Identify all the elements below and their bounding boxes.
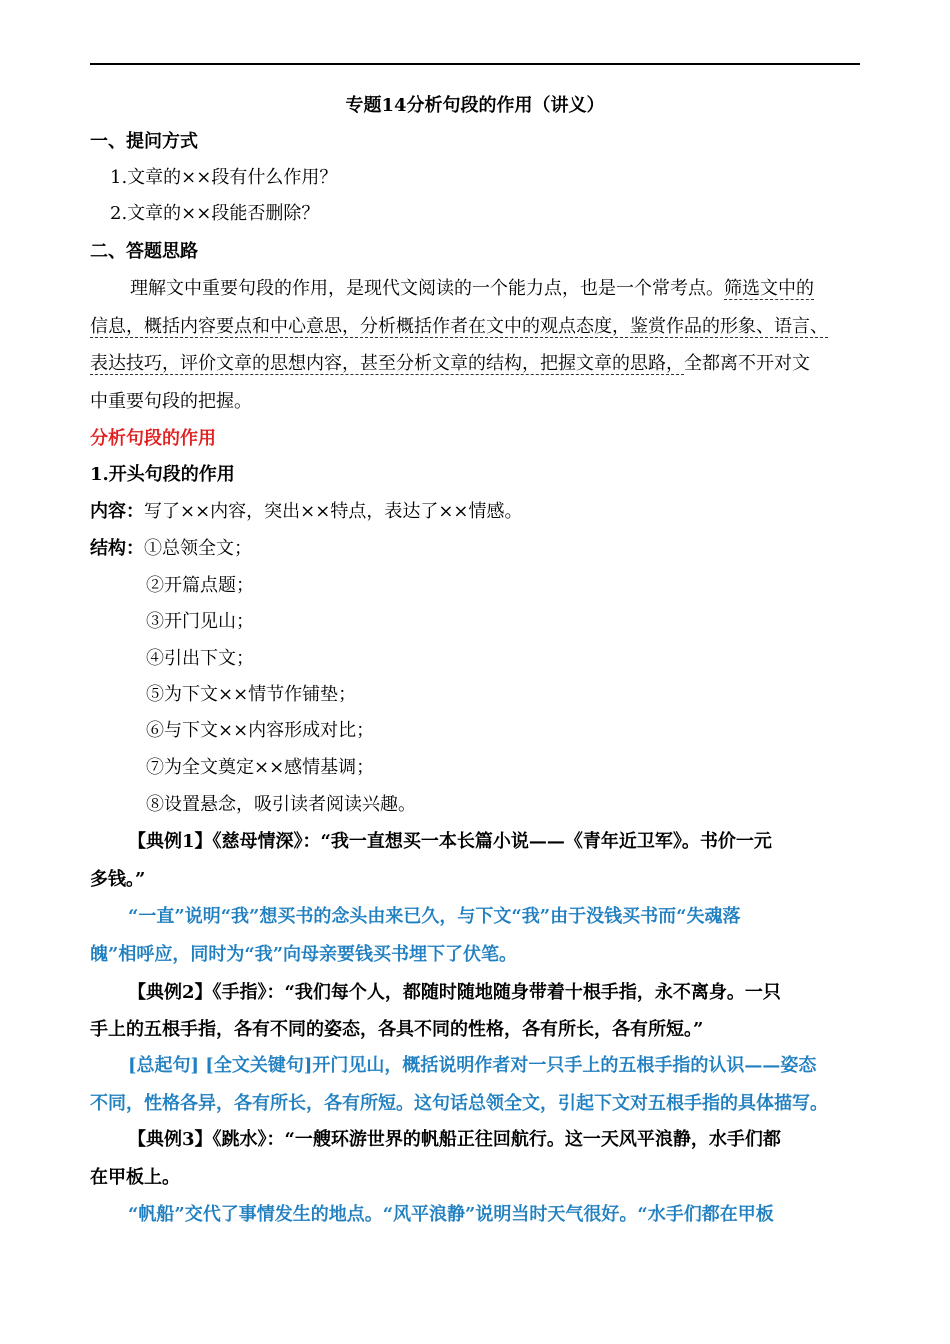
- structure-item: ③开门见山；: [146, 611, 254, 632]
- example-line: 在甲板上。: [90, 1167, 180, 1188]
- section2-heading: 二、答题思路: [90, 241, 198, 262]
- page-title: 专题14分析句段的作用（讲义）: [345, 95, 605, 116]
- section1-heading: 一、提问方式: [90, 131, 198, 152]
- underlined-text: 信息，概括内容要点和中心意思，分析概括作者在文中的观点态度，鉴赏作品的形象、语言、: [90, 316, 828, 337]
- structure-item: ①总领全文；: [144, 538, 252, 559]
- example-answer: “帆船”交代了事情发生的地点。“风平浪静”说明当时天气很好。“水手们都在甲板: [128, 1204, 774, 1225]
- example-line: 【典例2】《手指》：“我们每个人，都随时随地随身带着十根手指，永不离身。一只: [128, 982, 781, 1003]
- underlined-text: 表达技巧，评价文章的思想内容，甚至分析文章的结构，把握文章的思路，: [90, 353, 684, 374]
- structure-label: 结构：: [90, 538, 144, 559]
- structure-row: [90, 535, 252, 563]
- example-answer: [总起句] [全文关键句]开门见山，概括说明作者对一只手上的五根手指的认识——姿态: [128, 1055, 817, 1076]
- paragraph-line: [90, 350, 810, 378]
- content-row: [90, 498, 523, 526]
- paragraph-text: 全都离不开对文: [684, 353, 810, 374]
- example-line: 多钱。”: [90, 869, 146, 890]
- paragraph-text: 理解文中重要句段的作用，是现代文阅读的一个能力点，也是一个常考点。: [130, 278, 724, 299]
- paragraph-line: [90, 313, 828, 341]
- analysis-heading: 分析句段的作用: [90, 428, 216, 449]
- example-answer: 魄”相呼应，同时为“我”向母亲要钱买书埋下了伏笔。: [90, 944, 518, 965]
- paragraph-line: [130, 275, 814, 303]
- analysis-subheading: 1.开头句段的作用: [90, 464, 235, 485]
- structure-item: ⑦为全文奠定××感情基调；: [146, 757, 375, 778]
- example-line: 手上的五根手指，各有不同的姿态，各具不同的性格，各有所长，各有所短。”: [90, 1019, 704, 1040]
- example-answer: “一直”说明“我”想买书的念头由来已久，与下文“我”由于没钱买书而“失魂落: [128, 906, 741, 927]
- content-text: 写了××内容，突出××特点，表达了××情感。: [144, 501, 523, 522]
- header-rule: [90, 63, 860, 65]
- structure-item: ⑧设置悬念，吸引读者阅读兴趣。: [146, 794, 416, 815]
- example-line: 【典例3】《跳水》：“一艘环游世界的帆船正往回航行。这一天风平浪静，水手们都: [128, 1129, 781, 1150]
- example-line: 【典例1】《慈母情深》：“我一直想买一本长篇小说——《青年近卫军》。书价一元: [128, 831, 772, 852]
- structure-item: ⑥与下文××内容形成对比；: [146, 720, 375, 741]
- underlined-text: 筛选文中的: [724, 278, 814, 299]
- question-item: 2.文章的××段能否删除？: [110, 203, 320, 224]
- structure-item: ④引出下文；: [146, 648, 254, 669]
- question-item: 1.文章的××段有什么作用？: [110, 167, 338, 188]
- structure-item: ⑤为下文××情节作铺垫；: [146, 684, 357, 705]
- example-answer: 不同，性格各异，各有所长，各有所短。这句话总领全文，引起下文对五根手指的具体描写。: [90, 1093, 828, 1114]
- paragraph-line: 中重要句段的把握。: [90, 391, 252, 412]
- content-label: 内容：: [90, 501, 144, 522]
- structure-item: ②开篇点题；: [146, 575, 254, 596]
